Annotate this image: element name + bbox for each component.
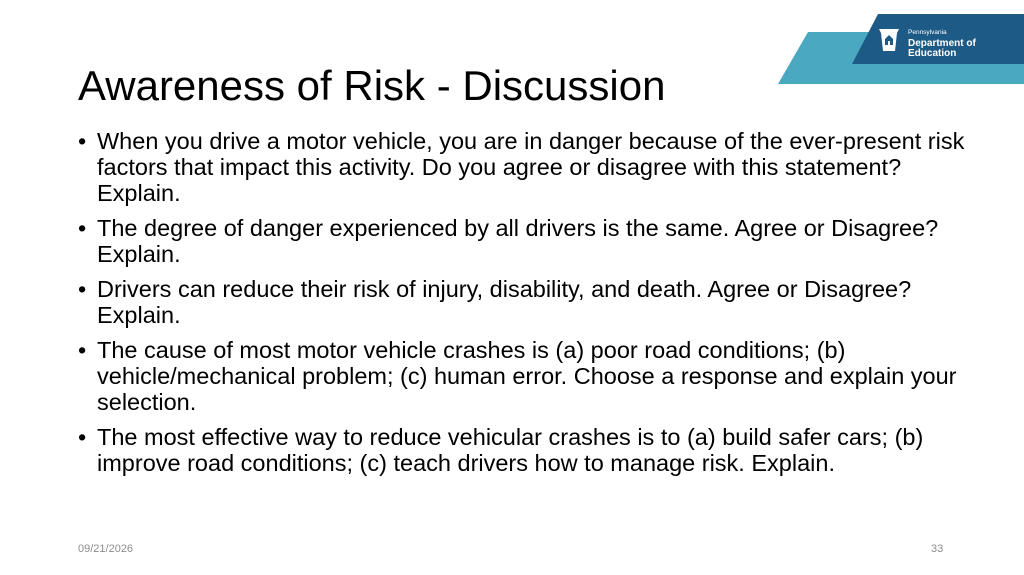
bullet-item (78, 128, 978, 206)
bullet-text: Drivers can reduce their risk of injury, disability, and death. Agree or Disagree? Explain. (97, 276, 912, 328)
department-logo-text (908, 30, 1024, 59)
bullet-item (78, 276, 978, 328)
logo-state-name: Pennsylvania (908, 29, 947, 36)
bullet-list (78, 128, 978, 485)
bullet-text: The degree of danger experienced by all drivers is the same. Agree or Disagree? Explain. (97, 215, 939, 267)
bullet-text: The cause of most motor vehicle crashes is (a) poor road conditions; (b) vehicle/mechanical problem; (c) human error. Choose a response and explain your selection. (97, 337, 957, 415)
footer-date: 09/21/2026 (78, 543, 134, 555)
keystone-logo-icon (876, 27, 902, 53)
page-number: 33 (931, 543, 944, 555)
bullet-mark: • (78, 337, 87, 363)
bullet-mark: • (78, 424, 87, 450)
bullet-mark: • (78, 215, 87, 241)
bullet-item (78, 215, 978, 267)
bullet-mark: • (78, 128, 87, 154)
bullet-text: When you drive a motor vehicle, you are in danger because of the ever-present risk factors that impact this activity. Do you agree or disagree with this statement? Explain. (97, 128, 965, 206)
bullet-text: The most effective way to reduce vehicular crashes is to (a) build safer cars; (b) improve road conditions; (c) teach drivers how to manage risk. Explain. (97, 424, 924, 476)
bullet-item (78, 337, 978, 415)
slide-title: Awareness of Risk - Discussion (78, 62, 666, 109)
bullet-item (78, 424, 978, 476)
bullet-mark: • (78, 276, 87, 302)
logo-department-name: Department of Education (908, 37, 976, 59)
